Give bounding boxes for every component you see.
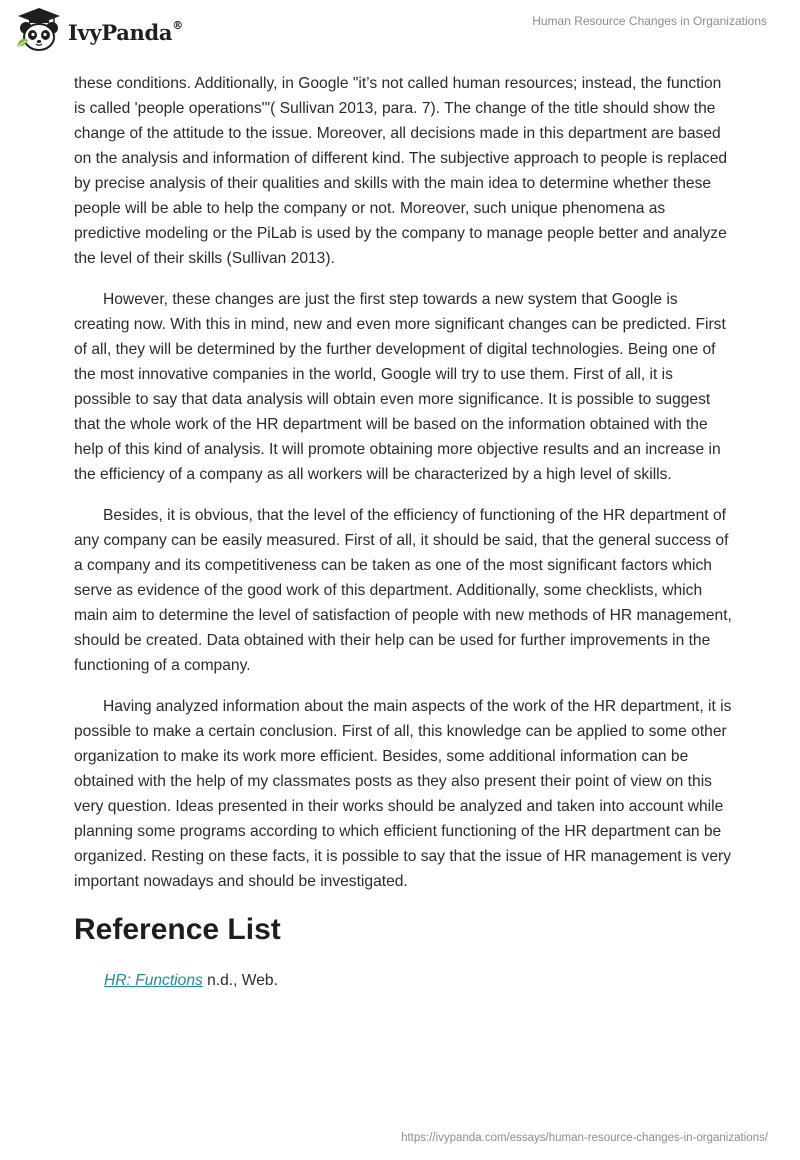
essay-body — [74, 71, 734, 1009]
footer-url[interactable]: https://ivypanda.com/essays/human-resource-changes-in-organizations/ — [401, 1132, 768, 1144]
panda-graduate-icon — [14, 6, 64, 54]
paragraph: Having analyzed information about the main aspects of the work of the HR department, it is possible to make a certain conclusion. First of all, this knowledge can be applied to some other organization to make its work more efficient. Besides, some additional information can be obtained with the help of my classmates posts as they also present their point of view on this very question. Ideas presented in their works should be analyzed and taken into account while planning some programs according to which efficient functioning of the HR department can be organized. Resting on these facts, it is possible to say that the issue of HR management is very important nowadays and should be investigated. — [74, 698, 732, 890]
ivypanda-logo[interactable] — [14, 6, 183, 54]
paragraph: Besides, it is obvious, that the level of the efficiency of functioning of the HR department of any company can be easily measured. First of all, it should be said, that the general success of a company and its competitiveness can be taken as one of the most significant factors which serve as evidence of the good work of this department. Additionally, some checklists, which main aim to determine the level of satisfaction of people with new methods of HR management, should be created. Data obtained with their help can be used for further improvements in the functioning of a company. — [74, 507, 732, 674]
reference-item — [74, 968, 734, 993]
paragraph: these conditions. Additionally, in Google "it’s not called human resources; instead, the function is called 'people operations'"( Sullivan 2013, para. 7). The change of the title should show the change of the attitude to the issue. Moreover, all decisions made in this department are based on the analysis and information of different kind. The subjective approach to people is replaced by precise analysis of their qualities and skills with the main idea to determine whether these people will be able to help the company or not. Moreover, such unique phenomena as predictive modeling or the PiLab is used by the company to manage people better and analyze the level of their skills (Sullivan 2013). — [74, 75, 728, 267]
reference-link[interactable]: HR: Functions — [104, 972, 203, 989]
reference-details: n.d., Web. — [202, 972, 278, 989]
page-header — [0, 0, 800, 70]
document-title: Human Resource Changes in Organizations — [532, 14, 767, 28]
paragraph: However, these changes are just the first step towards a new system that Google is creating now. With this in mind, new and even more significant changes can be predicted. First of all, they will be determined by the further development of digital technologies. Being one of the most innovative companies in the world, Google will try to use them. First of all, it is possible to say that data analysis will obtain even more significance. It is possible to suggest that the whole work of the HR department will be based on the information obtained with the help of this kind of analysis. It will promote obtaining more objective results and an increase in the efficiency of a company as all workers will be characterized by a high level of skills. — [74, 291, 726, 483]
reference-list-heading: Reference List — [74, 913, 281, 946]
logo-wordmark: IvyPanda® — [68, 18, 183, 45]
